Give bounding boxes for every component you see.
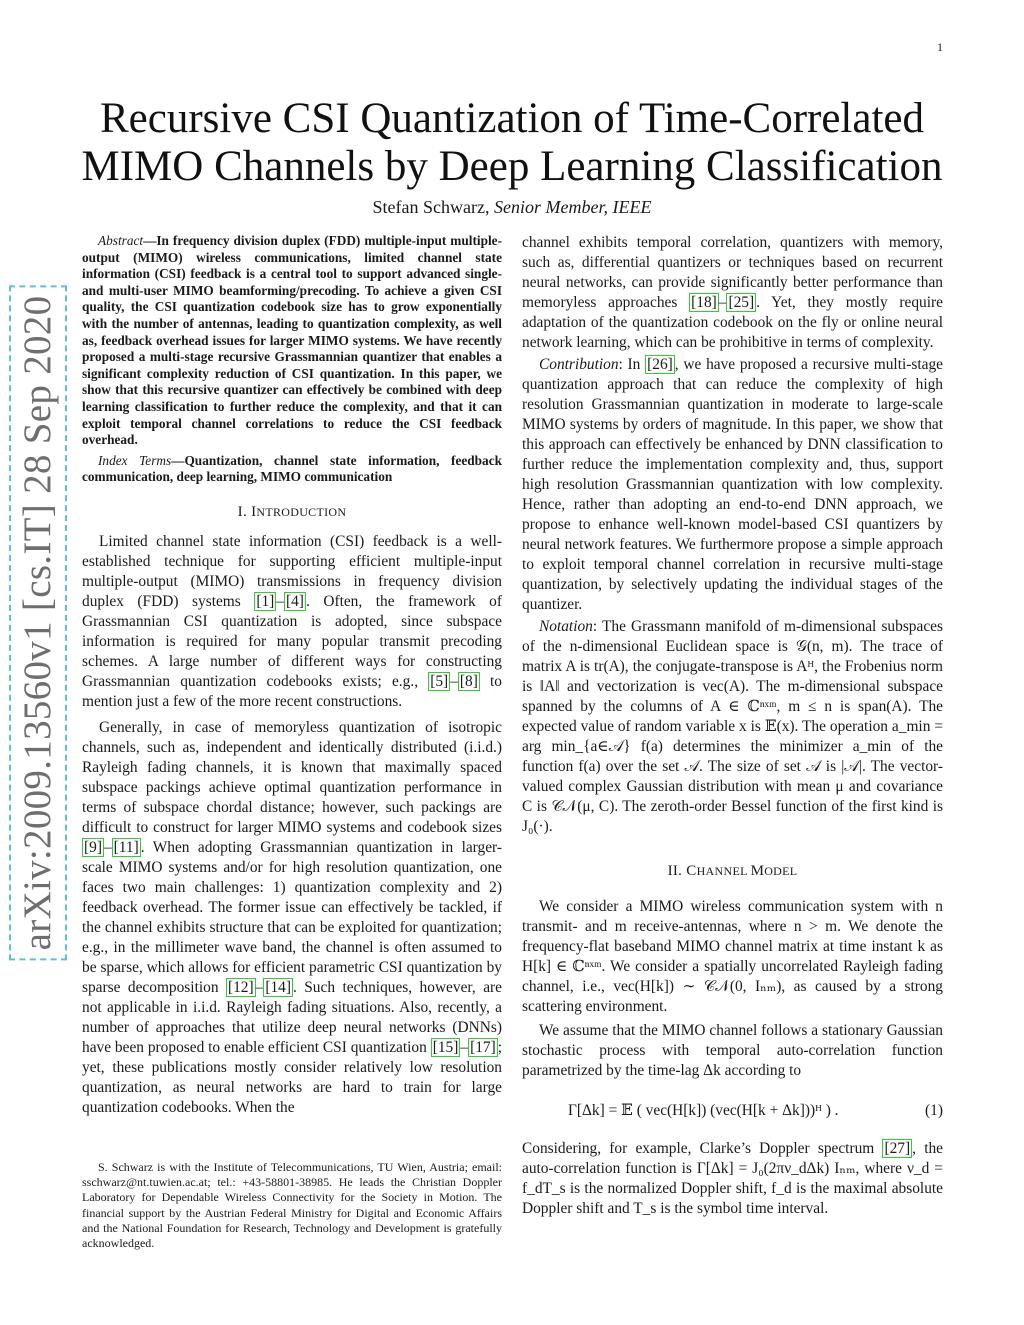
- arxiv-sidebar: [8, 295, 68, 951]
- dash: –: [103, 838, 112, 856]
- citation-link[interactable]: [9]: [84, 838, 102, 856]
- equation-body: Γ[Δk] = 𝔼 ( vec(H[k]) (vec(H[k + Δk]))ᴴ ) .: [568, 1102, 839, 1119]
- citation-link[interactable]: [8]: [459, 672, 478, 690]
- citation-link[interactable]: [26]: [647, 356, 673, 373]
- model-paragraph-3: [522, 1139, 943, 1219]
- section-initial: I: [251, 503, 257, 520]
- text-run: : In: [618, 356, 646, 373]
- citation-link[interactable]: [1]: [256, 592, 275, 610]
- paragraph-label: Notation: [539, 618, 593, 635]
- arxiv-identifier[interactable]: arXiv:2009.13560v1 [cs.IT] 28 Sep 2020: [9, 286, 67, 961]
- section-heading-introduction: [82, 502, 502, 522]
- section-title-rest: ODEL: [764, 864, 798, 878]
- model-paragraph-1: We consider a MIMO wireless communication system with n transmit- and m receive-antennas, where n > m. We denote the frequency-flat baseband MIMO channel matrix at time instant k as H[k] ∈ ℂⁿˣᵐ. We consider a spatially uncorrelated Rayleigh fading channel, i.e., vec(H[k]) ∼ 𝒞𝒩(0, Iₙₘ), as caused by a strong scattering environment.: [522, 898, 943, 1015]
- text-run: to mention just a few of the more recent constructions.: [82, 672, 502, 710]
- text-run: ; yet, these publications mostly consider relatively low resolution quantization, as neural networks are hard to train for large quantization codebooks. When the: [82, 1038, 502, 1116]
- author-line: [0, 197, 1024, 218]
- citation-link[interactable]: [11]: [113, 838, 139, 856]
- index-terms-text: —Quantization, channel state information, feedback communication, deep learning, MIMO communication: [82, 452, 502, 485]
- text-run: . Often, the framework of Grassmannian CSI quantization is adopted, since subspace information is required for many popular transmit precoding schemes. A large number of different ways for constructing Grassmannian quantization codebooks exists; e.g.,: [82, 592, 503, 690]
- text-run: Considering, for example, Clarke’s Doppler spectrum: [522, 1140, 883, 1157]
- abstract-text: —In frequency division duplex (FDD) multiple-input multiple-output (MIMO) wireless communications, limited channel state information (CSI) feedback is a central tool to support advanced single- and multi-user MIMO beamforming/precoding. To achieve a given CSI quality, the CSI quantization codebook size has to grow exponentially with the number of antennas, leading to quantization complexity, as well as, feedback overhead issues for larger MIMO systems. We have recently proposed a multi-stage recursive Grassmannian quantizer that enables a significant complexity reduction of CSI quantization. In this paper, we show that this recursive quantizer can effectively be combined with deep learning classification to further reduce the complexity, and that it can exploit temporal channel correlations to reduce the CSI feedback overhead.: [82, 233, 502, 448]
- model-paragraph-2: We assume that the MIMO channel follows a stationary Gaussian stochastic process with temporal auto-correlation function parametrized by the time-lag Δk according to: [522, 1022, 943, 1079]
- text-run: . When adopting Grassmannian quantization in larger-scale MIMO systems and/or for high resolution quantization, one faces two main challenges: 1) quantization complexity and 2) feedback overhead. The former issue can effectively be tackled, if the channel exhibits structure that can be exploited for quantization; e.g., in the millimeter wave band, the channel is often assumed to be sparse, which allows for efficient parametric CSI quantization by sparse decomposition: [82, 838, 502, 996]
- page-number: 1: [937, 40, 943, 54]
- title-line-2: MIMO Channels by Deep Learning Classification: [81, 143, 943, 190]
- footnote: S. Schwarz is with the Institute of Telecommunications, TU Wien, Austria; email: sschwarz@nt.tuwien.ac.at; tel.: +43-58801-38985. He leads the Christian Doppler Laboratory for Dependable Wireless Connectivity for the Society in Motion. The financial support by the Austrian Federal Ministry for Digital and Economic Affairs and the National Foundation for Research, Technology and Development is gratefully acknowledged.: [82, 1160, 502, 1251]
- section-number: I.: [237, 503, 252, 520]
- section-title-rest: NTRODUCTION: [256, 504, 347, 519]
- notation-paragraph: [522, 617, 943, 837]
- footnote-block: [82, 1160, 502, 1251]
- citation-link[interactable]: [18]: [691, 294, 717, 311]
- dash: –: [276, 592, 284, 610]
- equation-number: (1): [925, 1102, 943, 1119]
- text-run: , we have proposed a recursive multi-stage quantization approach that can reduce the complexity of high resolution Grassmannian quantization in moderate to large-scale MIMO systems by orders of magnitude. In this paper, we show that this approach can effectively be enhanced by DNN classification to further reduce the implementation complexity and, thus, support high resolution Grassmannian quantization with low complexity. Hence, rather than adopting an end-to-end DNN approach, we propose to enhance well-known model-based CSI quantizers by neural network features. We furthermore propose a simple approach to exploit temporal channel correlation in recursive multi-stage quantization, by selectively updating the individual stages of the quantizer.: [522, 356, 943, 613]
- intro-paragraph-2: [82, 718, 502, 1118]
- text-run: : The Grassmann manifold of m-dimensional subspaces of the n-dimensional Euclidean space is 𝒢(n, m). The trace of matrix A is tr(A), the conjugate-transpose is Aᴴ, the Frobenius norm is ‖A‖ and vectorization is vec(A). The m-dimensional subspace spanned by the columns of A ∈ ℂⁿˣᵐ, m ≤ n is span(A). The expected value of random variable x is 𝔼(x). The operation a_min = arg min_{a∈𝒜} f(a) determines the minimizer a_min of the function f(a) over the set 𝒜. The size of set 𝒜 is |𝒜|. The vector-valued complex Gaussian distribution with mean μ and covariance C is 𝒞𝒩(μ, C). The zeroth-order Bessel function of the first kind is J₀(·).: [522, 618, 943, 835]
- section-title-rest: HANNEL: [696, 864, 751, 878]
- paragraph-label: Contribution: [539, 356, 619, 373]
- dash: –: [718, 294, 727, 311]
- continued-paragraph: [522, 233, 943, 353]
- abstract-label: Abstract: [98, 233, 144, 248]
- citation-link[interactable]: [17]: [470, 1038, 496, 1056]
- citation-link[interactable]: [25]: [728, 294, 755, 311]
- intro-paragraph-1: [82, 532, 502, 712]
- citation-link[interactable]: [12]: [227, 978, 254, 996]
- citation-link[interactable]: [5]: [430, 672, 449, 690]
- citation-link[interactable]: [15]: [432, 1038, 459, 1056]
- section-initial: C: [686, 863, 697, 879]
- abstract: [82, 233, 502, 449]
- text-run: . Such techniques, however, are not applicable in i.i.d. Rayleigh fading situations. Also, recently, a number of approaches that utilize deep neural networks (DNNs) have been proposed to enable efficient CSI quantization: [82, 978, 502, 1056]
- left-column: [82, 233, 502, 1118]
- paper-title: [0, 95, 1024, 191]
- dash: –: [255, 978, 264, 996]
- citation-link[interactable]: [4]: [285, 592, 304, 610]
- index-terms-label: Index Terms: [98, 452, 172, 468]
- dash: –: [460, 1038, 469, 1056]
- contribution-paragraph: [522, 355, 943, 615]
- author-name: Stefan Schwarz,: [372, 197, 490, 217]
- citation-link[interactable]: [14]: [265, 978, 291, 996]
- title-line-1: Recursive CSI Quantization of Time-Correlated: [99, 95, 924, 142]
- author-role: Senior Member, IEEE: [494, 197, 652, 217]
- text-run: Limited channel state information (CSI) feedback is a well-established technique for supporting efficient multiple-input multiple-output (MIMO) transmissions in frequency division duplex (FDD) systems: [82, 532, 502, 610]
- section-initial: M: [750, 863, 765, 879]
- section-number: II.: [667, 863, 687, 879]
- dash: –: [450, 672, 458, 690]
- right-column: [522, 233, 943, 1219]
- index-terms: [82, 453, 502, 486]
- text-run: , the auto-correlation function is Γ[Δk] = J₀(2πν_dΔk) Iₙₘ, where ν_d = f_dT_s is the normalized Doppler shift, f_d is the maximal absolute Doppler shift and T_s is the symbol time interval.: [522, 1140, 943, 1217]
- text-run: channel exhibits temporal correlation, quantizers with memory, such as, differential quantizers or techniques based on recurrent neural networks, can provide significantly better performance than memoryless approaches: [522, 234, 943, 311]
- section-heading-channel-model: [522, 861, 943, 881]
- text-run: Generally, in case of memoryless quantization of isotropic channels, such as, independent and identically distributed (i.i.d.) Rayleigh fading channels, it is known that maximally spaced subspace packings achieve optimal quantization performance in terms of subspace chordal distance; however, such packings are difficult to construct for larger MIMO systems and codebook sizes: [82, 718, 502, 836]
- equation-1: [522, 1091, 943, 1131]
- citation-link[interactable]: [27]: [884, 1140, 911, 1157]
- text-run: . Yet, they mostly require adaptation of the quantization codebook on the fly or online neural network learning, which can be prohibitive in terms of complexity.: [522, 294, 943, 351]
